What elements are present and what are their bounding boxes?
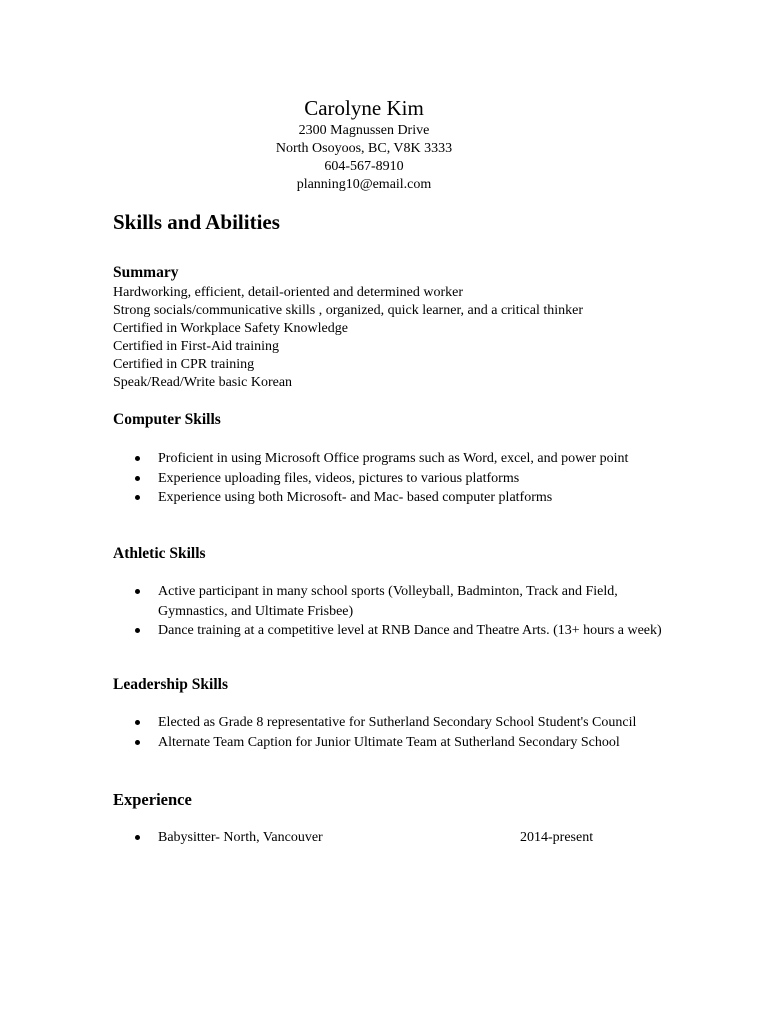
bullet-icon (135, 476, 140, 481)
skills-heading: Skills and Abilities (113, 210, 280, 234)
email-address: planning10@email.com (296, 177, 432, 192)
list-item-text: Experience uploading files, videos, pictures to various platforms (158, 470, 520, 486)
bullet-icon (135, 495, 140, 500)
bullet-icon (135, 720, 140, 725)
resume-header (0, 94, 728, 194)
list-item-text: Elected as Grade 8 representative for Sutherland Secondary School Student's Council (158, 715, 637, 730)
summary-heading: Summary (113, 264, 179, 281)
experience-item (113, 828, 673, 848)
bullet-icon (135, 740, 140, 745)
summary-line: Certified in First-Aid training (113, 339, 280, 354)
candidate-name: Carolyne Kim (304, 96, 424, 120)
list-item-text: Active participant in many school sports (Volleyball, Badminton, Track and Field, Gymnastics, and Ultimate Frisbee) (158, 584, 618, 619)
summary-line: Certified in Workplace Safety Knowledge (113, 321, 348, 336)
list-item (113, 582, 673, 621)
summary-line: Certified in CPR training (113, 357, 255, 372)
summary-line: Hardworking, efficient, detail-oriented and determined worker (113, 285, 463, 300)
athletic-skills-list (113, 582, 673, 641)
computer-skills-list (113, 449, 673, 508)
athletic-skills-heading: Athletic Skills (113, 545, 206, 562)
bullet-icon (135, 589, 140, 594)
bullet-icon (135, 456, 140, 461)
list-item (113, 713, 673, 733)
list-item-text: Dance training at a competitive level at RNB Dance and Theatre Arts. (13+ hours a week) (158, 623, 662, 638)
list-item-text: Experience using both Microsoft- and Mac- based computer platforms (158, 490, 553, 505)
address-line-2: North Osoyoos, BC, V8K 3333 (275, 141, 453, 156)
list-item (113, 621, 673, 641)
bullet-icon (135, 835, 140, 840)
list-item (113, 449, 673, 469)
summary-line: Speak/Read/Write basic Korean (113, 375, 293, 390)
phone-number: 604-567-8910 (324, 159, 404, 174)
bullet-icon (135, 628, 140, 633)
leadership-skills-heading: Leadership Skills (113, 676, 228, 693)
summary-list (113, 284, 583, 392)
address-line-1: 2300 Magnussen Drive (298, 123, 430, 138)
list-item (113, 733, 673, 753)
list-item (113, 469, 673, 489)
list-item-text: Alternate Team Caption for Junior Ultimate Team at Sutherland Secondary School (158, 734, 620, 750)
summary-line: Strong socials/communicative skills , organized, quick learner, and a critical thinker (113, 303, 583, 318)
list-item-text: Proficient in using Microsoft Office programs such as Word, excel, and power point (158, 451, 629, 466)
experience-dates: 2014-present (520, 830, 594, 845)
experience-heading: Experience (113, 790, 192, 809)
leadership-skills-list (113, 713, 673, 752)
experience-role: Babysitter- North, Vancouver (158, 830, 323, 845)
list-item (113, 488, 673, 508)
computer-skills-heading: Computer Skills (113, 411, 221, 428)
experience-list (113, 828, 673, 848)
